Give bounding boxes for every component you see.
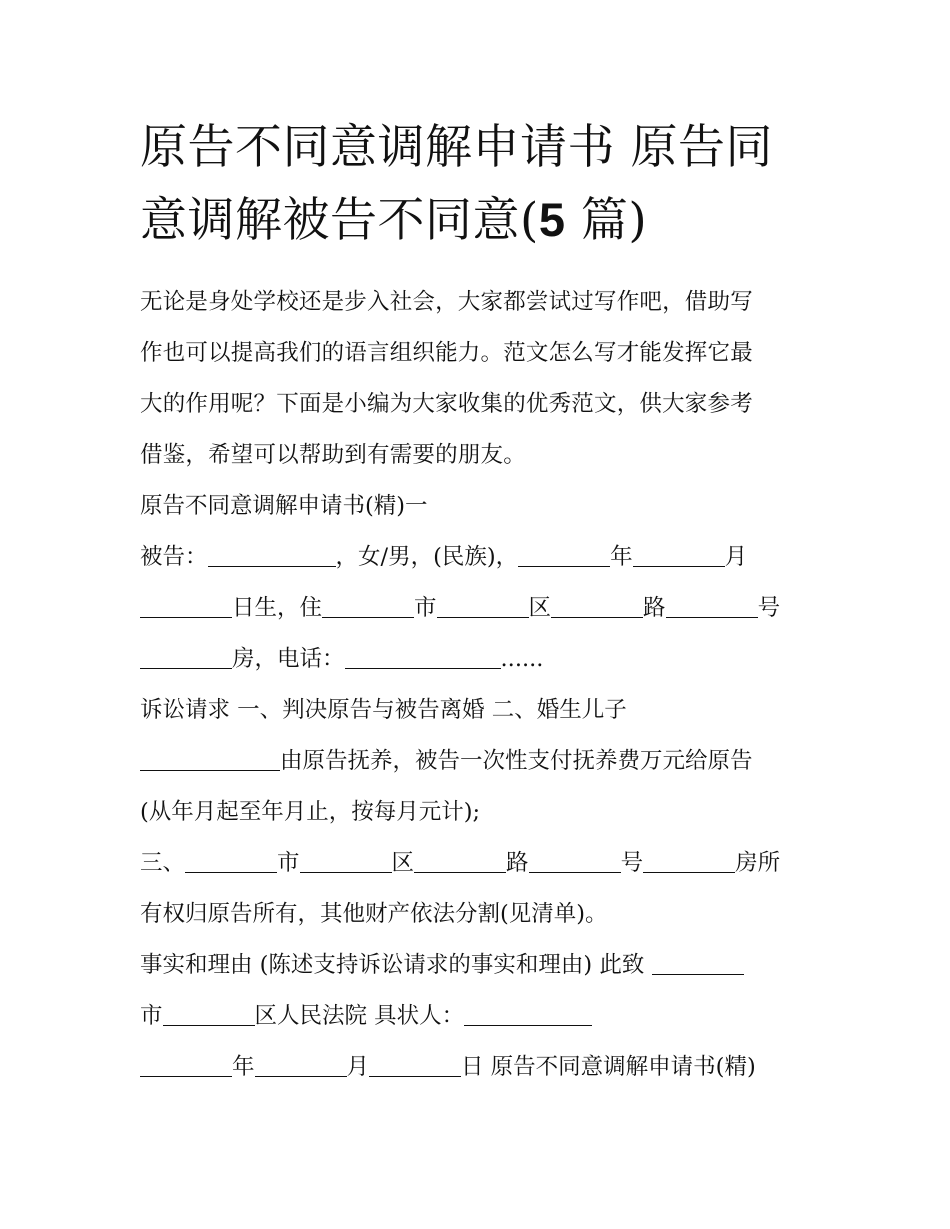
defendant-line-3 (140, 634, 820, 685)
property-road-label: 路 (506, 850, 529, 876)
sign-day-and-next-heading: 日 原告不同意调解申请书(精) (461, 1054, 756, 1080)
document-body (140, 277, 820, 1093)
intro-line-3: 大的作用呢？下面是小编为大家收集的优秀范文，供大家参考 (140, 391, 753, 417)
defendant-line-2 (140, 583, 820, 634)
claims-line-3: (从年月起至年月止，按每月元计); (140, 799, 481, 825)
property-city-label: 市 (277, 850, 300, 876)
number-label: 号 (757, 595, 781, 621)
facts-text: 事实和理由 (陈述支持诉讼请求的事实和理由) 此致 (140, 952, 652, 978)
property-number-label: 号 (620, 850, 644, 876)
defendant-label: 被告： (140, 544, 208, 570)
ellipsis: ...... (500, 646, 544, 672)
road-label: 路 (643, 595, 666, 621)
claims-line-2-text: 由原告抚养，被告一次性支付抚养费万元给原告 (280, 748, 753, 774)
claims-line-5: 有权归原告所有，其他财产依法分割(见清单)。 (140, 901, 608, 927)
month-label: 月 (724, 544, 748, 570)
intro-line-4: 借鉴，希望可以帮助到有需要的朋友。 (140, 442, 526, 468)
sign-year-label: 年 (232, 1054, 255, 1080)
court-line (140, 991, 820, 1042)
claims-line-1: 诉讼请求 一、判决原告与被告离婚 二、婚生儿子 (140, 697, 627, 723)
claims-line-4-prefix: 三、 (140, 850, 186, 876)
defendant-gender: ，女/男，(民族)， (335, 544, 519, 570)
section-heading: 原告不同意调解申请书(精)一 (140, 493, 428, 519)
date-line (140, 1042, 820, 1093)
city-label: 市 (414, 595, 437, 621)
intro-line-1: 无论是身处学校还是步入社会，大家都尝试过写作吧，借助写 (140, 289, 753, 315)
title-text-part1: 原告不同意调解申请书 原告同意调解被告不同意( (140, 120, 773, 248)
title-number: 5 (538, 193, 566, 246)
claims-line-2 (140, 736, 820, 787)
district-label: 区 (528, 595, 552, 621)
title-text-part2: 篇) (565, 193, 648, 248)
birth-label: 日生，住 (232, 595, 323, 621)
claims-line-4 (140, 838, 820, 889)
room-phone-label: 房，电话： (232, 646, 345, 672)
facts-line (140, 940, 820, 991)
property-district-label: 区 (391, 850, 415, 876)
claims-line-4-suffix: 房所 (735, 850, 781, 876)
sign-month-label: 月 (346, 1054, 370, 1080)
document-title (140, 112, 820, 257)
year-label: 年 (610, 544, 633, 570)
defendant-line-1 (140, 532, 820, 583)
intro-line-2: 作也可以提高我们的语言组织能力。范文怎么写才能发挥它最 (140, 340, 753, 366)
court-city-label: 市 (140, 1003, 163, 1029)
court-label: 区人民法院 具状人： (254, 1003, 465, 1029)
